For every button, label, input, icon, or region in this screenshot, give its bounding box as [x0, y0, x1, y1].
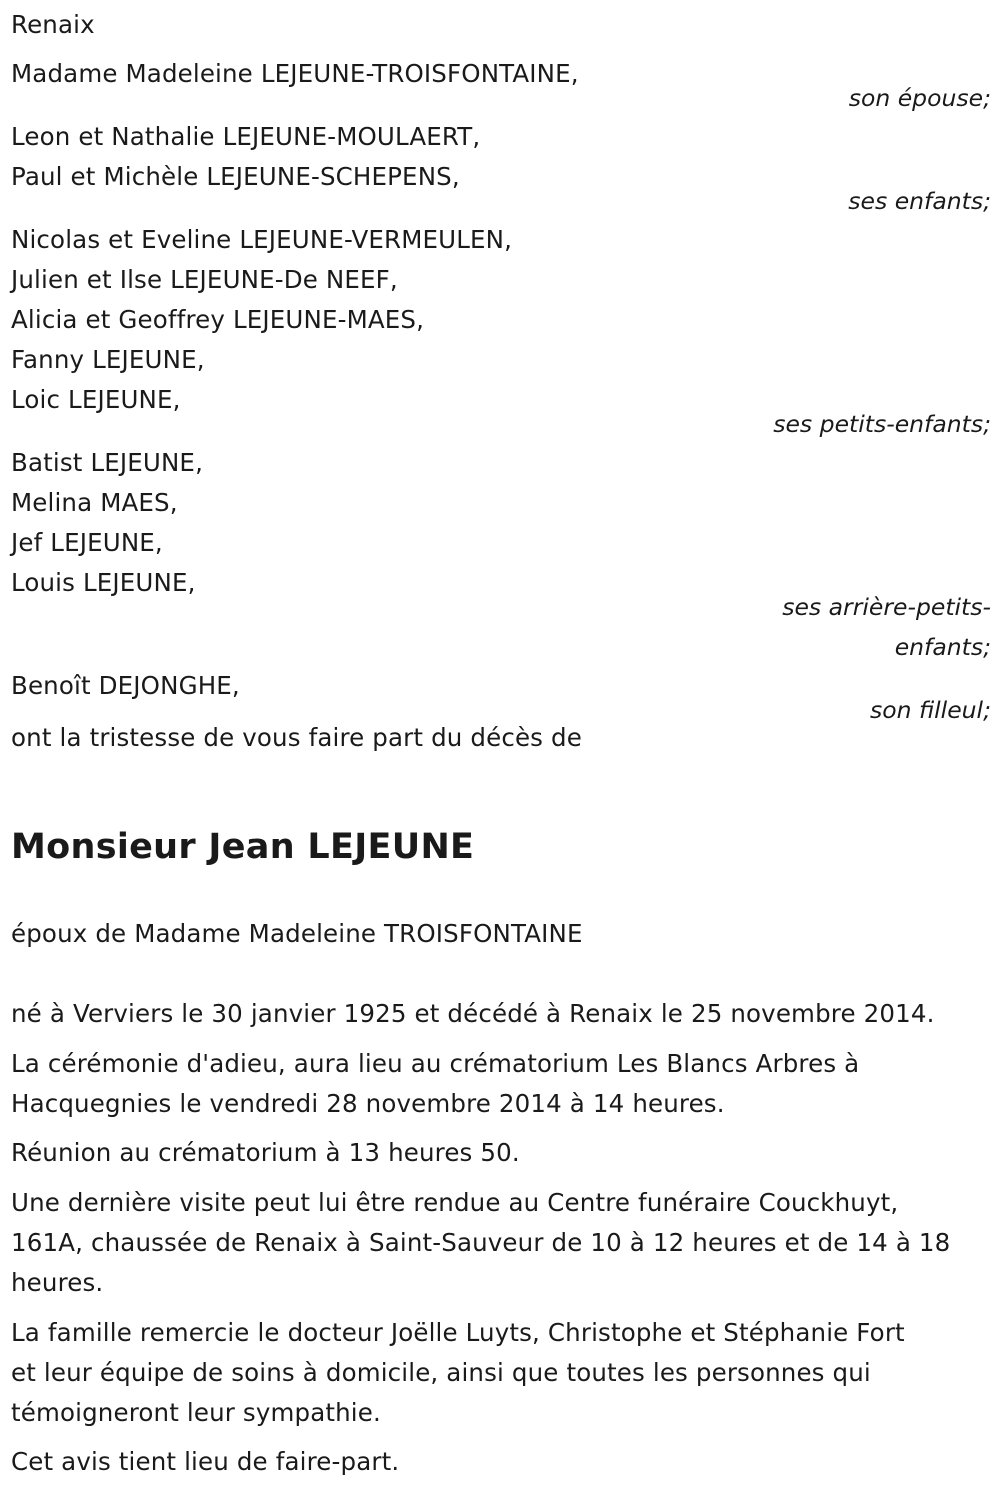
godson-role: son filleul; [869, 696, 991, 724]
meeting: Réunion au crématorium à 13 heures 50. [11, 1138, 520, 1167]
grandchild-name: Nicolas et Eveline LEJEUNE-VERMEULEN, [11, 225, 513, 254]
visit-line2: 161A, chaussée de Renaix à Saint-Sauveur de 10 à 12 heures et de 14 à 18 [11, 1228, 951, 1257]
birth-death: né à Verviers le 30 janvier 1925 et décédé à Renaix le 25 novembre 2014. [11, 999, 935, 1028]
deceased-name: Monsieur Jean LEJEUNE [11, 827, 475, 867]
announcement: ont la tristesse de vous faire part du décès de [11, 723, 582, 752]
children-role: ses enfants; [848, 187, 991, 215]
great-grandchild-name: Louis LEJEUNE, [11, 568, 196, 597]
thanks-line3: témoigneront leur sympathie. [11, 1398, 381, 1427]
ceremony-line2: Hacquegnies le vendredi 28 novembre 2014 à 14 heures. [11, 1089, 725, 1118]
spouse-of: époux de Madame Madeleine TROISFONTAINE [11, 919, 583, 948]
grandchild-name: Alicia et Geoffrey LEJEUNE-MAES, [11, 305, 425, 334]
thanks-line2: et leur équipe de soins à domicile, ainsi que toutes les personnes qui [11, 1358, 871, 1387]
grandchildren-role: ses petits-enfants; [773, 410, 991, 438]
ceremony-line1: La cérémonie d'adieu, aura lieu au crématorium Les Blancs Arbres à [11, 1049, 860, 1078]
visit-line3: heures. [11, 1268, 104, 1297]
wife-name: Madame Madeleine LEJEUNE-TROISFONTAINE, [11, 59, 579, 88]
godson-name: Benoît DEJONGHE, [11, 671, 240, 700]
child-name: Leon et Nathalie LEJEUNE-MOULAERT, [11, 122, 481, 151]
closing: Cet avis tient lieu de faire-part. [11, 1447, 400, 1476]
child-name: Paul et Michèle LEJEUNE-SCHEPENS, [11, 162, 460, 191]
great-grandchild-name: Batist LEJEUNE, [11, 448, 204, 477]
grandchild-name: Fanny LEJEUNE, [11, 345, 205, 374]
grandchild-name: Julien et Ilse LEJEUNE-De NEEF, [11, 265, 398, 294]
visit-line1: Une dernière visite peut lui être rendue au Centre funéraire Couckhuyt, [11, 1188, 899, 1217]
location: Renaix [11, 10, 95, 39]
wife-role: son épouse; [848, 84, 991, 112]
great-grandchild-name: Jef LEJEUNE, [11, 528, 163, 557]
thanks-line1: La famille remercie le docteur Joëlle Luyts, Christophe et Stéphanie Fort [11, 1318, 905, 1347]
great-grandchildren-role-line1: ses arrière-petits- [782, 593, 991, 621]
grandchild-name: Loic LEJEUNE, [11, 385, 181, 414]
great-grandchildren-role-line2: enfants; [894, 633, 991, 661]
great-grandchild-name: Melina MAES, [11, 488, 178, 517]
